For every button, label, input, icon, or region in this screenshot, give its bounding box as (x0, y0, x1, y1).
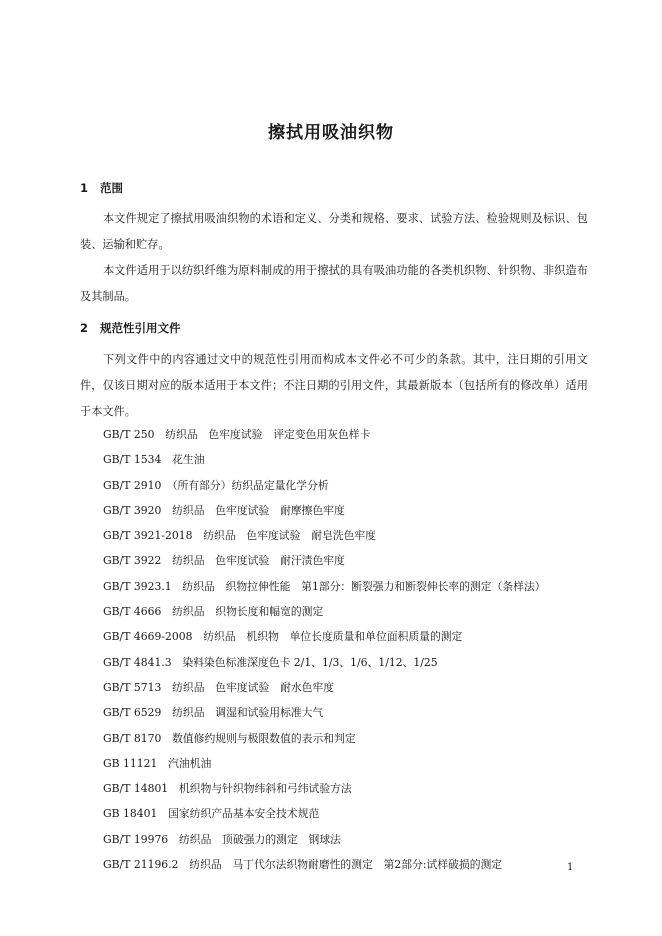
section-title: 规范性引用文件 (100, 321, 181, 335)
reference-title: 纺织品 色牢度试验 耐汗渍色牢度 (172, 554, 345, 568)
reference-code: GB/T 3922 (103, 554, 162, 568)
reference-item (103, 776, 603, 801)
reference-code: GB/T 2910 (103, 478, 162, 492)
reference-code: GB 18401 (103, 807, 158, 821)
reference-item (103, 827, 603, 852)
section-number: 2 (80, 321, 89, 335)
reference-item (103, 548, 603, 573)
reference-code: GB/T 4841.3 (103, 655, 172, 669)
reference-item (103, 726, 603, 751)
reference-code: GB/T 4666 (103, 605, 162, 619)
reference-code: GB/T 14801 (103, 782, 169, 796)
reference-title: （所有部分）纺织品定量化学分析 (172, 478, 329, 492)
reference-title: 机织物与针织物纬斜和弓纬试验方法 (178, 782, 352, 796)
section-number: 1 (80, 181, 89, 195)
reference-list (103, 422, 603, 877)
reference-title: 纺织品 织物长度和幅宽的测定 (172, 605, 324, 619)
references-intro-paragraph: 下列文件中的内容通过文中的规范性引用而构成本文件必不可少的条款。其中，注日期的引用文件，仅该日期对应的版本适用于本文件；不注日期的引用文件，其最新版本（包括所有的修改单）适用于本文件。 (80, 353, 588, 418)
reference-code: GB/T 1534 (103, 453, 162, 467)
reference-title: 国家纺织产品基本安全技术规范 (168, 807, 320, 821)
document-title: 擦拭用吸油织物 (268, 123, 394, 143)
reference-code: GB/T 3920 (103, 503, 162, 517)
reference-item (103, 624, 603, 649)
reference-item (103, 852, 603, 877)
reference-item (103, 523, 603, 548)
reference-item (103, 801, 603, 826)
scope-paragraph-2: 本文件适用于以纺织纤维为原料制成的用于擦拭的具有吸油功能的各类机织物、针织物、非织造布及其制品。 (80, 264, 588, 303)
reference-title: 数值修约规则与极限数值的表示和判定 (172, 731, 356, 745)
reference-title: 纺织品 马丁代尔法织物耐磨性的测定 第2部分:试样破损的测定 (189, 858, 503, 872)
reference-code: GB/T 3921-2018 (103, 529, 193, 543)
reference-item (103, 574, 603, 599)
reference-code: GB/T 4669-2008 (103, 630, 193, 644)
reference-title: 纺织品 顶破强力的测定 钢球法 (178, 832, 341, 846)
reference-code: GB/T 8170 (103, 731, 162, 745)
reference-item (103, 498, 603, 523)
reference-title: 纺织品 织物拉伸性能 第1部分：断裂强力和断裂伸长率的测定（条样法） (182, 579, 546, 593)
reference-code: GB/T 19976 (103, 832, 169, 846)
reference-code: GB 11121 (103, 756, 158, 770)
section-title: 范围 (100, 181, 124, 195)
reference-title: 汽油机油 (168, 756, 212, 770)
reference-item (103, 700, 603, 725)
reference-item (103, 473, 603, 498)
reference-title: 纺织品 色牢度试验 耐摩擦色牢度 (172, 503, 345, 517)
section-heading-normative-references (80, 320, 181, 336)
reference-code: GB/T 21196.2 (103, 858, 179, 872)
reference-code: GB/T 250 (103, 428, 155, 441)
reference-code: GB/T 3923.1 (103, 579, 172, 593)
reference-title: 花生油 (172, 453, 205, 467)
reference-item (103, 422, 603, 447)
reference-title: 染料染色标准深度色卡 2/1、1/3、1/6、1/12、1/25 (182, 655, 438, 669)
reference-title: 纺织品 色牢度试验 耐皂洗色牢度 (203, 529, 376, 543)
reference-item (103, 751, 603, 776)
page-number: 1 (567, 862, 574, 873)
section-heading-scope (80, 180, 123, 196)
reference-code: GB/T 5713 (103, 680, 162, 694)
reference-code: GB/T 6529 (103, 706, 162, 720)
reference-item (103, 447, 603, 472)
reference-title: 纺织品 色牢度试验 耐水色牢度 (172, 680, 335, 694)
reference-title: 纺织品 色牢度试验 评定变色用灰色样卡 (165, 428, 371, 441)
reference-item (103, 650, 603, 675)
reference-item (103, 599, 603, 624)
reference-title: 纺织品 机织物 单位长度质量和单位面积质量的测定 (203, 630, 463, 644)
scope-paragraph-1: 本文件规定了擦拭用吸油织物的术语和定义、分类和规格、要求、试验方法、检验规则及标识、包装、运输和贮存。 (80, 212, 588, 251)
reference-item (103, 675, 603, 700)
reference-title: 纺织品 调湿和试验用标准大气 (172, 706, 324, 720)
